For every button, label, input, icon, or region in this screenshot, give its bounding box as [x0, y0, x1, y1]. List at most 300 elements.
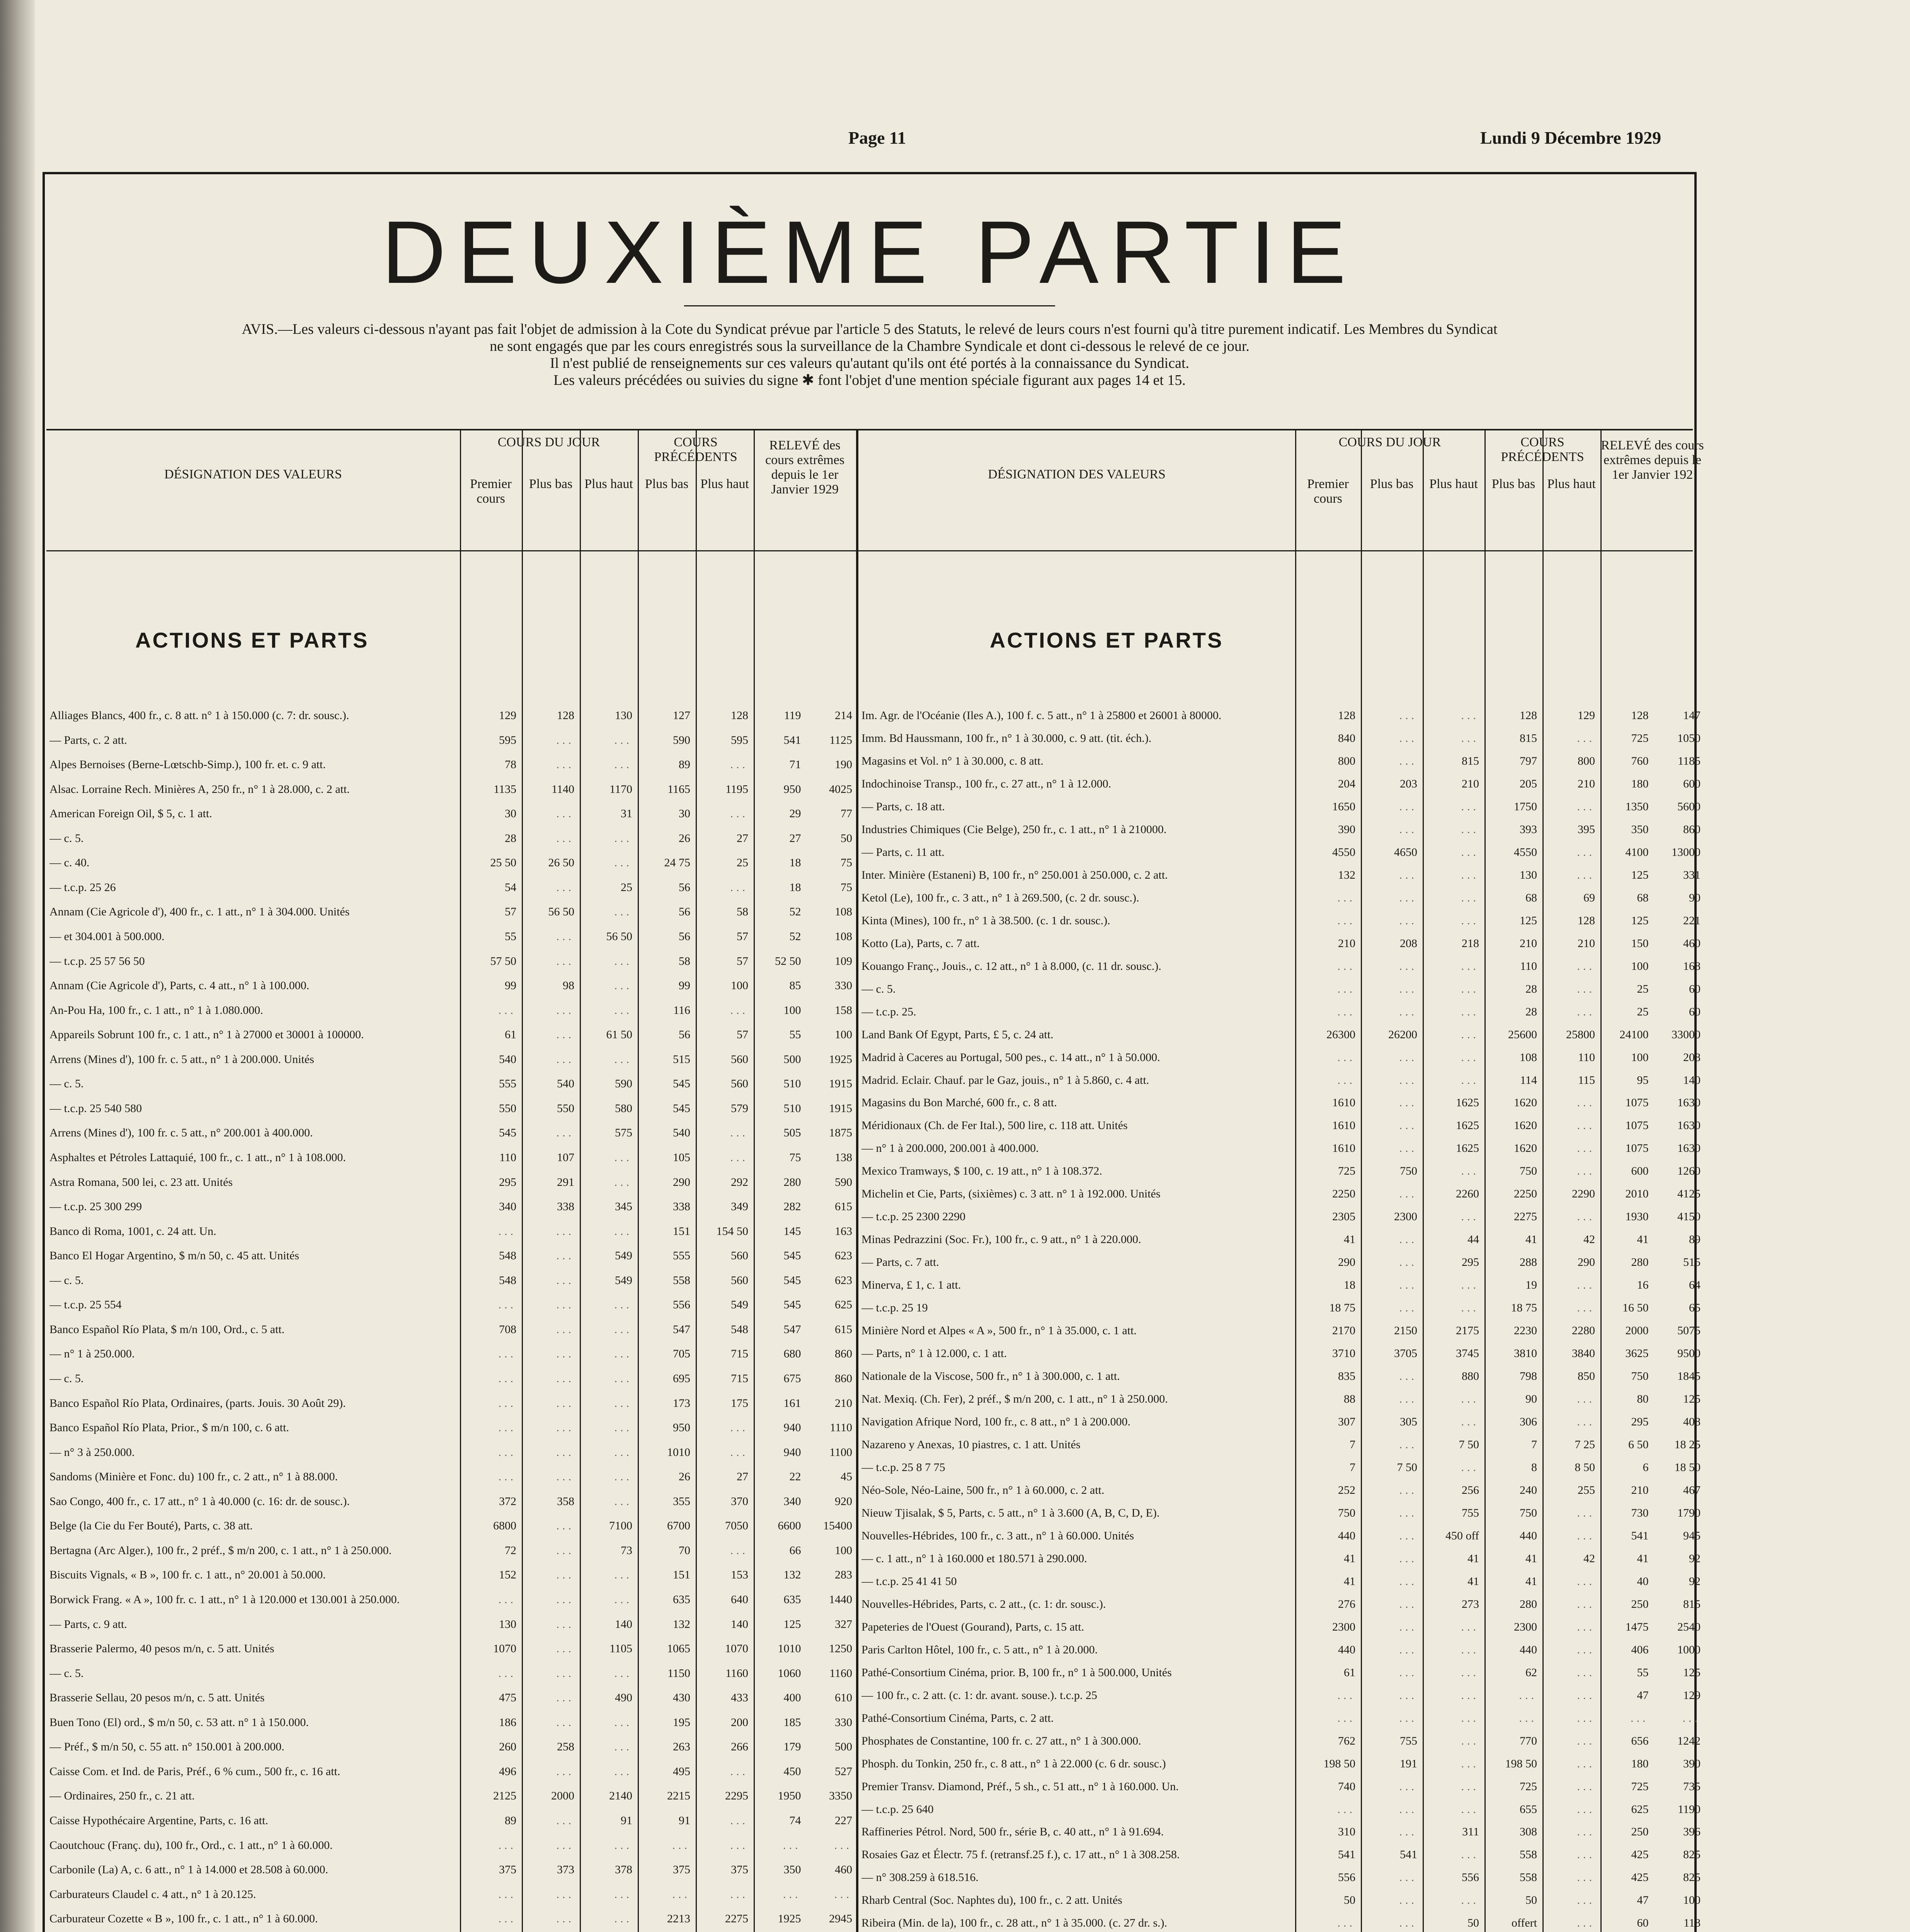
- prec-plus-bas-value: 695: [673, 1372, 690, 1385]
- plus-bas-value: ...: [556, 1691, 574, 1704]
- prec-plus-bas-value: 198 50: [1505, 1757, 1537, 1770]
- premier-cours-value: 740: [1338, 1780, 1355, 1793]
- plus-haut-header: Plus haut: [584, 477, 633, 491]
- prec-plus-bas-value: offert: [1511, 1917, 1537, 1929]
- prec-plus-haut-value: ...: [1577, 1507, 1595, 1519]
- plus-bas-value: ...: [1399, 1233, 1417, 1246]
- plus-haut-value: 7 50: [1459, 1438, 1479, 1451]
- listing-row: [861, 959, 1701, 973]
- prec-plus-haut-value: ...: [1577, 1096, 1595, 1109]
- security-name: Pathé-Consortium Cinéma, Parts, c. 2 att.: [861, 1712, 1054, 1725]
- left-listing-table: [46, 429, 856, 1932]
- listing-row: [861, 1643, 1701, 1657]
- listing-row: [861, 823, 1701, 837]
- plus-haut-value: 815: [1462, 755, 1479, 767]
- plus-haut-value: ...: [1461, 1165, 1479, 1177]
- plus-bas-value: ...: [1399, 1393, 1417, 1405]
- prec-plus-bas-value: 26: [679, 832, 690, 845]
- prec-plus-bas-value: 3810: [1514, 1347, 1537, 1360]
- plus-haut-value: 3745: [1456, 1347, 1479, 1360]
- listing-row: [861, 1552, 1701, 1566]
- plus-haut-value: 378: [615, 1863, 632, 1876]
- prec-plus-bas-value: 558: [1520, 1871, 1537, 1884]
- releve-haut-value: 158: [835, 1004, 852, 1017]
- plus-haut-value: ...: [614, 905, 632, 918]
- cours-du-jour-header: COURS DU JOUR: [497, 435, 600, 449]
- plus-haut-value: ...: [1461, 1028, 1479, 1041]
- security-name: — Parts, c. 11 att.: [861, 846, 945, 859]
- releve-haut-value: 3350: [829, 1789, 852, 1802]
- plus-bas-value: ...: [1399, 1598, 1417, 1611]
- releve-haut-value: 1925: [829, 1053, 852, 1066]
- plus-bas-value: 98: [563, 979, 574, 992]
- plus-haut-value: 44: [1467, 1233, 1479, 1246]
- plus-bas-value: 550: [557, 1102, 574, 1115]
- plus-haut-value: ...: [1461, 1757, 1479, 1770]
- security-name: — t.c.p. 25 640: [861, 1803, 934, 1816]
- plus-haut-value: 56 50: [606, 930, 632, 943]
- prec-plus-haut-value: 2295: [725, 1789, 748, 1802]
- prec-plus-bas-value: 56: [679, 881, 690, 894]
- premier-cours-value: 186: [499, 1716, 516, 1729]
- prec-plus-haut-value: ...: [730, 1004, 748, 1017]
- plus-bas-value: ...: [556, 1028, 574, 1041]
- cours-precedents-header: COURS PRÉCÉDENTS: [654, 435, 737, 464]
- security-name: Pathé-Consortium Cinéma, prior. B, 100 fr., n° 1 à 500.000, Unités: [861, 1666, 1172, 1679]
- plus-bas-value: ...: [556, 1593, 574, 1606]
- security-name: Sao Congo, 400 fr., c. 17 att., n° 1 à 40.000 (c. 16: dr. de sousc.).: [49, 1495, 350, 1508]
- premier-cours-value: ...: [1337, 914, 1355, 927]
- prec-plus-haut-value: 266: [731, 1740, 748, 1753]
- premier-cours-value: 2170: [1332, 1324, 1355, 1337]
- listing-row: [861, 1916, 1701, 1930]
- premier-cours-value: 55: [505, 930, 516, 943]
- releve-haut-value: 190: [835, 758, 852, 771]
- premier-cours-value: 89: [505, 1814, 516, 1827]
- prec-plus-haut-value: ...: [1577, 732, 1595, 745]
- prec-plus-haut-value: ...: [1577, 960, 1595, 973]
- listing-row: [861, 1871, 1701, 1884]
- prec-plus-haut-value: ...: [1577, 1575, 1595, 1588]
- prec-plus-bas-value: ...: [1519, 1712, 1537, 1725]
- premier-cours-value: 840: [1338, 732, 1355, 745]
- plus-bas-value: ...: [1399, 1780, 1417, 1793]
- premier-cours-value: 550: [499, 1102, 516, 1115]
- listing-row: [861, 1506, 1701, 1520]
- releve-header: RELEVÉ des cours extrêmes depuis le 1er Janvier 192: [1601, 438, 1704, 482]
- premier-cours-value: 252: [1338, 1484, 1355, 1497]
- prec-plus-bas-value: 99: [679, 979, 690, 992]
- prec-plus-haut-value: 349: [731, 1200, 748, 1213]
- releve-bas-value: 600: [1631, 1165, 1649, 1177]
- releve-bas-value: 760: [1631, 755, 1649, 767]
- plus-bas-value: 540: [557, 1077, 574, 1090]
- plus-bas-value: ...: [556, 1126, 574, 1139]
- plus-haut-value: 590: [615, 1077, 632, 1090]
- releve-haut-value: 168: [1683, 960, 1701, 973]
- plus-haut-value: 41: [1467, 1575, 1479, 1588]
- premier-cours-value: 1610: [1332, 1142, 1355, 1155]
- releve-bas-value: 25: [1637, 983, 1649, 995]
- releve-haut-value: 920: [835, 1495, 852, 1508]
- security-name: Kotto (La), Parts, c. 7 att.: [861, 937, 980, 950]
- listing-row: [49, 1716, 853, 1730]
- premier-cours-value: 556: [1338, 1871, 1355, 1884]
- security-name: — c. 1 att., n° 1 à 160.000 et 180.571 à 290.000.: [861, 1552, 1087, 1565]
- releve-bas-value: 128: [1631, 709, 1649, 722]
- prec-plus-bas-value: 290: [673, 1176, 690, 1189]
- releve-bas-value: ...: [1631, 1712, 1649, 1725]
- listing-row: [861, 1483, 1701, 1497]
- listing-row: [861, 800, 1701, 814]
- plus-haut-value: ...: [1461, 1894, 1479, 1906]
- prec-plus-bas-value: 308: [1520, 1825, 1537, 1838]
- premier-cours-value: 1650: [1332, 800, 1355, 813]
- security-name: — t.c.p. 25 19: [861, 1301, 928, 1314]
- prec-plus-haut-value: 549: [731, 1298, 748, 1311]
- security-name: Caisse Hypothécaire Argentine, Parts, c. 16 att.: [49, 1814, 268, 1827]
- releve-haut-value: 1260: [1677, 1165, 1701, 1177]
- plus-haut-value: 1625: [1456, 1142, 1479, 1155]
- security-name: — 100 fr., c. 2 att. (c. 1: dr. avant. souse.). t.c.p. 25: [861, 1689, 1097, 1702]
- releve-haut-value: 825: [1683, 1871, 1701, 1884]
- security-name: — t.c.p. 25.: [861, 1005, 916, 1018]
- security-name: Banco Español Río Plata, Ordinaires, (parts. Jouis. 30 Août 29).: [49, 1397, 346, 1410]
- releve-haut-value: 1845: [1677, 1370, 1701, 1383]
- security-name: An-Pou Ha, 100 fr., c. 1 att., n° 1 à 1.080.000.: [49, 1004, 263, 1017]
- prec-plus-haut-value: 128: [1578, 914, 1595, 927]
- releve-haut-value: 1790: [1677, 1507, 1701, 1519]
- prec-plus-haut-value: ...: [1577, 1689, 1595, 1702]
- plus-haut-value: ...: [614, 1397, 632, 1410]
- listing-row: [49, 1814, 853, 1828]
- prec-plus-haut-value: 292: [731, 1176, 748, 1189]
- notice-line: ne sont engagés que par les cours enregistrés sous la surveillance de la Chambre Syndicale et dont ci-dessous le relevé de ce jour.: [490, 338, 1250, 354]
- prec-plus-bas-value: 26: [679, 1470, 690, 1483]
- releve-haut-value: 1250: [829, 1642, 852, 1655]
- plus-bas-value: 258: [557, 1740, 574, 1753]
- prec-plus-bas-value: 68: [1525, 891, 1537, 904]
- column-rule: [1600, 430, 1602, 1932]
- releve-bas-value: 27: [789, 832, 801, 845]
- security-name: — t.c.p. 25 26: [49, 881, 116, 894]
- premier-cours-value: ...: [498, 1225, 516, 1238]
- notice-block: [58, 321, 1681, 389]
- plus-haut-value: 295: [1462, 1256, 1479, 1269]
- security-name: Im. Agr. de l'Océanie (Iles A.), 100 f. c. 5 att., n° 1 à 25800 et 26001 à 80000.: [861, 709, 1222, 722]
- prec-plus-haut-value: 560: [731, 1274, 748, 1287]
- prec-plus-haut-value: ...: [1577, 1894, 1595, 1906]
- prec-plus-haut-value: ...: [730, 1544, 748, 1557]
- plus-bas-value: 338: [557, 1200, 574, 1213]
- releve-bas-value: 6600: [778, 1519, 801, 1532]
- prec-plus-haut-value: 129: [1578, 709, 1595, 722]
- premier-cours-value: 2125: [493, 1789, 516, 1802]
- releve-bas-value: 450: [783, 1765, 801, 1778]
- premier-cours-value: 128: [1338, 709, 1355, 722]
- listing-row: [49, 1617, 853, 1631]
- listing-row: [49, 832, 853, 845]
- releve-haut-value: ...: [834, 1888, 852, 1901]
- plus-haut-value: ...: [614, 1421, 632, 1434]
- prec-plus-bas-value: 91: [679, 1814, 690, 1827]
- premier-cours-value: 54: [505, 881, 516, 894]
- security-name: Kouango Franç., Jouis., c. 12 att., n° 1 à 8.000, (c. 11 dr. sousc.).: [861, 960, 1161, 973]
- prec-plus-bas-value: 2213: [667, 1912, 690, 1925]
- releve-haut-value: 615: [835, 1323, 852, 1336]
- listing-row: [49, 1323, 853, 1337]
- prec-plus-bas-value: 24 75: [664, 856, 690, 869]
- security-name: Raffineries Pétrol. Nord, 500 fr., série B, c. 40 att., n° 1 à 91.694.: [861, 1825, 1164, 1838]
- plus-haut-value: 345: [615, 1200, 632, 1213]
- premier-cours-value: 4550: [1332, 846, 1355, 859]
- plus-haut-value: ...: [614, 1716, 632, 1729]
- header-rule: [46, 550, 856, 551]
- prec-plus-haut-value: 2275: [725, 1912, 748, 1925]
- prec-plus-haut-value: ...: [1577, 1393, 1595, 1405]
- releve-bas-value: 71: [789, 758, 801, 771]
- releve-haut-value: 138: [835, 1151, 852, 1164]
- plus-haut-value: ...: [614, 1176, 632, 1189]
- section-heading: ACTIONS ET PARTS: [990, 628, 1224, 652]
- releve-bas-value: 675: [783, 1372, 801, 1385]
- prec-plus-bas-value: 28: [1525, 1005, 1537, 1018]
- premier-cours-value: 2300: [1332, 1621, 1355, 1633]
- releve-haut-value: 396: [1683, 1825, 1701, 1838]
- plus-bas-value: 291: [557, 1176, 574, 1189]
- listing-row: [49, 930, 853, 944]
- premier-cours-value: 375: [499, 1863, 516, 1876]
- prec-plus-haut-value: ...: [1577, 1279, 1595, 1291]
- title-divider: [684, 305, 1055, 306]
- premier-cours-value: ...: [498, 1446, 516, 1459]
- releve-bas-value: 4100: [1625, 846, 1649, 859]
- releve-haut-value: 64: [1689, 1279, 1701, 1291]
- plus-bas-value: 7 50: [1397, 1461, 1417, 1474]
- plus-haut-value: 218: [1462, 937, 1479, 950]
- releve-haut-value: 1100: [829, 1446, 852, 1459]
- prec-plus-bas-value: 173: [673, 1397, 690, 1410]
- prec-plus-haut-value: 1160: [725, 1667, 748, 1680]
- security-name: Méridionaux (Ch. de Fer Ital.), 500 lire, c. 118 att. Unités: [861, 1119, 1128, 1132]
- prec-plus-haut-value: 640: [731, 1593, 748, 1606]
- premier-cours-value: 555: [499, 1077, 516, 1090]
- prec-plus-bas-value: 655: [1520, 1803, 1537, 1816]
- releve-bas-value: 180: [1631, 777, 1649, 790]
- prec-plus-bas-value: 1010: [667, 1446, 690, 1459]
- releve-bas-value: 180: [1631, 1757, 1649, 1770]
- prec-plus-haut-value: 69: [1583, 891, 1595, 904]
- prec-plus-bas-value: 556: [673, 1298, 690, 1311]
- listing-row: [49, 1421, 853, 1435]
- premier-cours-value: 61: [1344, 1666, 1355, 1679]
- prec-plus-bas-value: 797: [1520, 755, 1537, 767]
- premier-cours-value: ...: [1337, 891, 1355, 904]
- prec-plus-haut-value: ...: [1577, 1757, 1595, 1770]
- releve-bas-value: 510: [783, 1077, 801, 1090]
- security-name: Bertagna (Arc Alger.), 100 fr., 2 préf., $ m/n 200, c. 1 att., n° 1 à 250.000.: [49, 1544, 392, 1557]
- plus-bas-value: 191: [1400, 1757, 1417, 1770]
- plus-haut-value: 31: [621, 807, 632, 820]
- plus-bas-value: 1140: [552, 783, 574, 796]
- releve-bas-value: 1060: [778, 1667, 801, 1680]
- listing-row: [861, 1392, 1701, 1406]
- releve-haut-value: 129: [1683, 1689, 1701, 1702]
- designation-header: DÉSIGNATION DES VALEURS: [988, 467, 1166, 481]
- premier-cours-value: 548: [499, 1249, 516, 1262]
- releve-haut-value: 125: [1683, 1393, 1701, 1405]
- security-name: — n° 1 à 200.000, 200.001 à 400.000.: [861, 1142, 1039, 1155]
- releve-haut-value: 1190: [1678, 1803, 1701, 1816]
- listing-row: [861, 1803, 1701, 1816]
- premier-cours-header: Premier cours: [1307, 477, 1349, 506]
- prec-plus-bas-value: 132: [673, 1618, 690, 1631]
- plus-bas-value: ...: [1399, 1484, 1417, 1497]
- prec-plus-bas-value: 1620: [1514, 1119, 1537, 1132]
- prec-plus-haut-value: 290: [1578, 1256, 1595, 1269]
- releve-bas-value: 400: [783, 1691, 801, 1704]
- releve-haut-value: 108: [835, 905, 852, 918]
- premier-cours-value: 50: [1344, 1894, 1355, 1906]
- releve-haut-value: 825: [1683, 1848, 1701, 1861]
- premier-cours-value: ...: [498, 1004, 516, 1017]
- premier-cours-value: ...: [498, 1372, 516, 1385]
- prec-plus-haut-value: 25800: [1566, 1028, 1595, 1041]
- prec-plus-haut-value: ...: [730, 1446, 748, 1459]
- prec-plus-bas-value: 558: [1520, 1848, 1537, 1861]
- plus-haut-value: ...: [1461, 732, 1479, 745]
- prec-plus-bas-value: 545: [673, 1102, 690, 1115]
- plus-haut-value: 549: [615, 1274, 632, 1287]
- premier-cours-value: 7: [1350, 1438, 1355, 1451]
- security-name: — t.c.p. 25 57 56 50: [49, 955, 145, 968]
- prec-plus-haut-value: ...: [730, 1839, 748, 1852]
- security-name: — c. 40.: [49, 856, 90, 869]
- premier-cours-value: 540: [499, 1053, 516, 1066]
- prec-plus-bas-value: 750: [1520, 1507, 1537, 1519]
- plus-bas-value: ...: [1399, 755, 1417, 767]
- premier-cours-value: 129: [499, 709, 516, 722]
- listing-row: [861, 1597, 1701, 1611]
- listing-row: [49, 1888, 853, 1901]
- premier-cours-value: 72: [505, 1544, 516, 1557]
- premier-cours-value: 762: [1338, 1735, 1355, 1747]
- premier-cours-value: ...: [1337, 1051, 1355, 1064]
- plus-bas-value: ...: [1399, 960, 1417, 973]
- prec-plus-haut-value: 560: [731, 1077, 748, 1090]
- premier-cours-value: 28: [505, 832, 516, 845]
- releve-bas-value: 68: [1637, 891, 1649, 904]
- security-name: Banco El Hogar Argentino, $ m/n 50, c. 45 att. Unités: [49, 1249, 300, 1262]
- security-name: Nat. Mexiq. (Ch. Fer), 2 préf., $ m/n 200, c. 1 att., n° 1 à 250.000.: [861, 1393, 1168, 1405]
- releve-haut-value: 50: [841, 832, 852, 845]
- prec-plus-haut-value: ...: [1577, 1210, 1595, 1223]
- releve-haut-value: 945: [1683, 1529, 1701, 1542]
- plus-bas-value: ...: [1399, 1621, 1417, 1633]
- plus-bas-value: ...: [1399, 1142, 1417, 1155]
- plus-haut-value: ...: [614, 1839, 632, 1852]
- prec-plus-haut-value: 27: [737, 832, 748, 845]
- plus-bas-value: ...: [556, 1372, 574, 1385]
- listing-row: [49, 1053, 853, 1066]
- releve-haut-value: 1630: [1677, 1096, 1701, 1109]
- releve-bas-value: 340: [783, 1495, 801, 1508]
- listing-row: [49, 1691, 853, 1705]
- prec-plus-haut-value: ...: [730, 1888, 748, 1901]
- listing-row: [49, 881, 853, 895]
- premier-cours-value: 708: [499, 1323, 516, 1336]
- prec-plus-haut-value: ...: [1577, 1666, 1595, 1679]
- releve-haut-value: 118: [1684, 1917, 1701, 1929]
- listing-row: [49, 1912, 853, 1926]
- plus-bas-value: ...: [1399, 1438, 1417, 1451]
- prec-plus-haut-value: ...: [1577, 1598, 1595, 1611]
- releve-haut-value: 1630: [1677, 1142, 1701, 1155]
- prec-plus-bas-value: 2250: [1514, 1187, 1537, 1200]
- premier-cours-value: 132: [1338, 869, 1355, 881]
- prec-plus-bas-value: 750: [1520, 1165, 1537, 1177]
- listing-row: [861, 1461, 1701, 1475]
- column-rule: [1484, 430, 1486, 1932]
- releve-haut-value: 9500: [1677, 1347, 1701, 1360]
- premier-cours-value: 99: [505, 979, 516, 992]
- prec-plus-bas-value: 545: [673, 1077, 690, 1090]
- releve-bas-value: ...: [783, 1888, 801, 1901]
- prec-plus-haut-value: ...: [1577, 1301, 1595, 1314]
- releve-haut-value: 527: [835, 1765, 852, 1778]
- plus-bas-value: ...: [556, 930, 574, 943]
- premier-cours-value: 750: [1338, 1507, 1355, 1519]
- releve-bas-value: 41: [1637, 1233, 1649, 1246]
- releve-bas-value: 1930: [1625, 1210, 1649, 1223]
- prec-plus-bas-value: 56: [679, 905, 690, 918]
- prec-plus-bas-header: Plus bas: [645, 477, 689, 491]
- plus-bas-value: ...: [1399, 1666, 1417, 1679]
- listing-row: [49, 954, 853, 968]
- prec-plus-haut-value: ...: [730, 1814, 748, 1827]
- plus-haut-value: ...: [614, 1298, 632, 1311]
- releve-header: RELEVÉ des cours extrêmes depuis le 1er Janvier 1929: [765, 438, 844, 497]
- plus-bas-value: ...: [556, 1397, 574, 1410]
- releve-bas-value: 60: [1637, 1917, 1649, 1929]
- releve-haut-value: 147: [1683, 709, 1701, 722]
- premier-cours-value: 18 75: [1329, 1301, 1355, 1314]
- listing-row: [49, 709, 853, 723]
- prec-plus-haut-value: 1195: [725, 783, 748, 796]
- listing-row: [49, 1249, 853, 1263]
- plus-bas-value: 755: [1400, 1735, 1417, 1747]
- listing-row: [861, 1893, 1701, 1907]
- security-name: Carburateurs Claudel c. 4 att., n° 1 à 20.125.: [49, 1888, 256, 1901]
- releve-haut-value: 227: [835, 1814, 852, 1827]
- premier-cours-value: 800: [1338, 755, 1355, 767]
- plus-bas-value: ...: [556, 1667, 574, 1680]
- security-name: Imm. Bd Haussmann, 100 fr., n° 1 à 30.000, c. 9 att. (tit. éch.).: [861, 732, 1152, 745]
- prec-plus-bas-value: 6700: [667, 1519, 690, 1532]
- premier-cours-value: 1610: [1332, 1096, 1355, 1109]
- prec-plus-bas-value: 306: [1520, 1415, 1537, 1428]
- releve-bas-value: 47: [1637, 1894, 1649, 1906]
- plus-haut-value: ...: [1461, 1210, 1479, 1223]
- premier-cours-value: 595: [499, 734, 516, 747]
- releve-bas-value: 125: [1631, 914, 1649, 927]
- premier-cours-value: 475: [499, 1691, 516, 1704]
- listing-row: [49, 733, 853, 747]
- prec-plus-haut-value: 433: [731, 1691, 748, 1704]
- releve-bas-value: 725: [1631, 732, 1649, 745]
- prec-plus-bas-value: 195: [673, 1716, 690, 1729]
- premier-cours-value: 835: [1338, 1370, 1355, 1383]
